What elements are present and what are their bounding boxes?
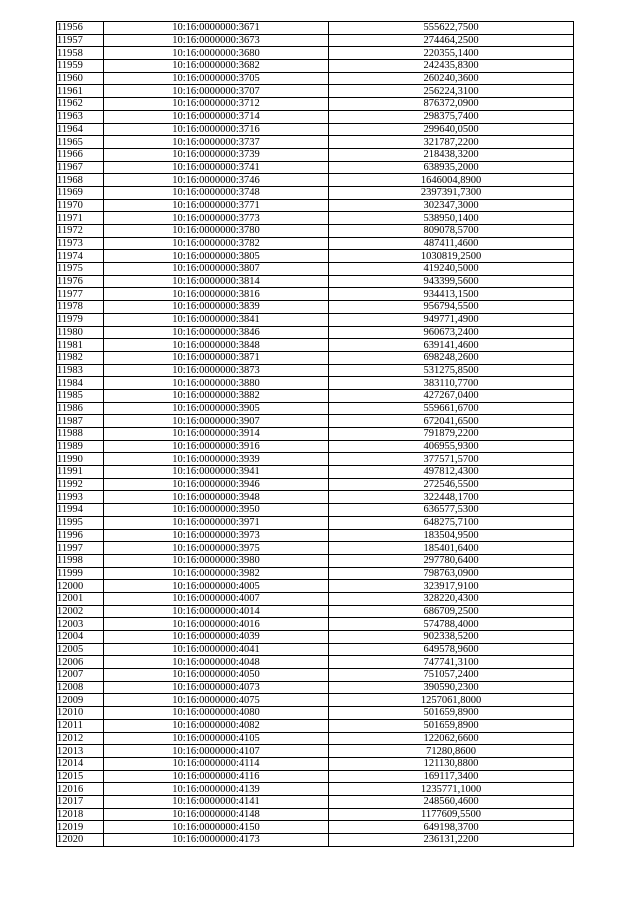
value-cell: 949771,4900: [329, 313, 574, 326]
table-row: [57, 504, 574, 517]
value-cell: 298375,7400: [329, 110, 574, 123]
cadastral-number-cell: 10:16:0000000:3839: [104, 301, 329, 314]
row-number-cell: 11960: [57, 72, 104, 85]
row-number-cell: 11984: [57, 377, 104, 390]
cadastral-number-cell: 10:16:0000000:3905: [104, 402, 329, 415]
value-cell: 639141,4600: [329, 339, 574, 352]
value-cell: 256224,3100: [329, 85, 574, 98]
table-row: [57, 580, 574, 593]
value-cell: 791879,2200: [329, 428, 574, 441]
value-cell: 531275,8500: [329, 364, 574, 377]
table-row: [57, 351, 574, 364]
value-cell: 248560,4600: [329, 795, 574, 808]
cadastral-number-cell: 10:16:0000000:4173: [104, 834, 329, 847]
row-number-cell: 11992: [57, 478, 104, 491]
cadastral-number-cell: 10:16:0000000:4116: [104, 770, 329, 783]
value-cell: 377571,5700: [329, 453, 574, 466]
cadastral-number-cell: 10:16:0000000:3739: [104, 148, 329, 161]
value-cell: 383110,7700: [329, 377, 574, 390]
table-row: [57, 148, 574, 161]
table-row: [57, 440, 574, 453]
table-row: [57, 732, 574, 745]
cadastral-number-cell: 10:16:0000000:3916: [104, 440, 329, 453]
table-row: [57, 212, 574, 225]
row-number-cell: 11997: [57, 542, 104, 555]
row-number-cell: 12018: [57, 808, 104, 821]
row-number-cell: 12004: [57, 631, 104, 644]
table-row: [57, 542, 574, 555]
cadastral-number-cell: 10:16:0000000:3873: [104, 364, 329, 377]
cadastral-number-cell: 10:16:0000000:4082: [104, 719, 329, 732]
value-cell: 297780,6400: [329, 554, 574, 567]
row-number-cell: 11987: [57, 415, 104, 428]
cadastral-number-cell: 10:16:0000000:4114: [104, 757, 329, 770]
cadastral-number-cell: 10:16:0000000:4148: [104, 808, 329, 821]
value-cell: 1177609,5500: [329, 808, 574, 821]
cadastral-number-cell: 10:16:0000000:3805: [104, 250, 329, 263]
cadastral-number-cell: 10:16:0000000:3982: [104, 567, 329, 580]
row-number-cell: 12009: [57, 694, 104, 707]
row-number-cell: 11979: [57, 313, 104, 326]
value-cell: 798763,0900: [329, 567, 574, 580]
cadastral-number-cell: 10:16:0000000:3748: [104, 186, 329, 199]
row-number-cell: 11990: [57, 453, 104, 466]
row-number-cell: 11973: [57, 237, 104, 250]
table-row: [57, 821, 574, 834]
value-cell: 274464,2500: [329, 34, 574, 47]
cadastral-number-cell: 10:16:0000000:3746: [104, 174, 329, 187]
row-number-cell: 12008: [57, 681, 104, 694]
value-cell: 323917,9100: [329, 580, 574, 593]
row-number-cell: 11963: [57, 110, 104, 123]
cadastral-number-cell: 10:16:0000000:4107: [104, 745, 329, 758]
table-row: [57, 237, 574, 250]
cadastral-number-cell: 10:16:0000000:3980: [104, 554, 329, 567]
cadastral-number-cell: 10:16:0000000:4048: [104, 656, 329, 669]
table-row: [57, 516, 574, 529]
cadastral-number-cell: 10:16:0000000:3848: [104, 339, 329, 352]
value-cell: 1235771,1000: [329, 783, 574, 796]
table-row: [57, 656, 574, 669]
value-cell: 497812,4300: [329, 466, 574, 479]
table-row: [57, 389, 574, 402]
value-cell: 406955,9300: [329, 440, 574, 453]
cadastral-number-cell: 10:16:0000000:4075: [104, 694, 329, 707]
row-number-cell: 11956: [57, 22, 104, 35]
cadastral-number-cell: 10:16:0000000:3950: [104, 504, 329, 517]
table-row: [57, 478, 574, 491]
cadastral-number-cell: 10:16:0000000:3871: [104, 351, 329, 364]
value-cell: 538950,1400: [329, 212, 574, 225]
cadastral-number-cell: 10:16:0000000:3682: [104, 60, 329, 73]
table-row: [57, 377, 574, 390]
cadastral-number-cell: 10:16:0000000:3841: [104, 313, 329, 326]
table-row: [57, 694, 574, 707]
table-row: [57, 466, 574, 479]
cadastral-number-cell: 10:16:0000000:3671: [104, 22, 329, 35]
row-number-cell: 12003: [57, 618, 104, 631]
table-row: [57, 592, 574, 605]
row-number-cell: 11998: [57, 554, 104, 567]
row-number-cell: 11994: [57, 504, 104, 517]
row-number-cell: 12014: [57, 757, 104, 770]
table-row: [57, 326, 574, 339]
value-cell: 2397391,7300: [329, 186, 574, 199]
table-row: [57, 554, 574, 567]
value-cell: 419240,5000: [329, 263, 574, 276]
table-row: [57, 707, 574, 720]
value-cell: 876372,0900: [329, 98, 574, 111]
value-cell: 1030819,2500: [329, 250, 574, 263]
cadastral-number-cell: 10:16:0000000:4014: [104, 605, 329, 618]
table-row: [57, 72, 574, 85]
cadastral-number-cell: 10:16:0000000:4141: [104, 795, 329, 808]
table-row: [57, 313, 574, 326]
row-number-cell: 11982: [57, 351, 104, 364]
row-number-cell: 11977: [57, 288, 104, 301]
row-number-cell: 11999: [57, 567, 104, 580]
row-number-cell: 12002: [57, 605, 104, 618]
value-cell: 218438,3200: [329, 148, 574, 161]
table-row: [57, 60, 574, 73]
table-row: [57, 47, 574, 60]
table-row: [57, 136, 574, 149]
row-number-cell: 12017: [57, 795, 104, 808]
value-cell: 649198,3700: [329, 821, 574, 834]
cadastral-number-cell: 10:16:0000000:3714: [104, 110, 329, 123]
cadastral-number-cell: 10:16:0000000:3880: [104, 377, 329, 390]
value-cell: 427267,0400: [329, 389, 574, 402]
row-number-cell: 12011: [57, 719, 104, 732]
row-number-cell: 12020: [57, 834, 104, 847]
row-number-cell: 11965: [57, 136, 104, 149]
value-cell: 672041,6500: [329, 415, 574, 428]
row-number-cell: 12013: [57, 745, 104, 758]
table-row: [57, 415, 574, 428]
value-cell: 638935,2000: [329, 161, 574, 174]
row-number-cell: 11968: [57, 174, 104, 187]
cadastral-number-cell: 10:16:0000000:3807: [104, 263, 329, 276]
value-cell: 236131,2200: [329, 834, 574, 847]
row-number-cell: 11991: [57, 466, 104, 479]
cadastral-number-cell: 10:16:0000000:4005: [104, 580, 329, 593]
value-cell: 322448,1700: [329, 491, 574, 504]
cadastral-number-cell: 10:16:0000000:3907: [104, 415, 329, 428]
table-row: [57, 186, 574, 199]
value-cell: 747741,3100: [329, 656, 574, 669]
value-cell: 299640,0500: [329, 123, 574, 136]
table-body: [57, 22, 574, 847]
row-number-cell: 11970: [57, 199, 104, 212]
row-number-cell: 11981: [57, 339, 104, 352]
cadastral-number-cell: 10:16:0000000:4016: [104, 618, 329, 631]
value-cell: 1257061,8000: [329, 694, 574, 707]
cadastral-number-cell: 10:16:0000000:3716: [104, 123, 329, 136]
table-row: [57, 250, 574, 263]
cadastral-number-cell: 10:16:0000000:3948: [104, 491, 329, 504]
table-row: [57, 123, 574, 136]
cadastral-number-cell: 10:16:0000000:3782: [104, 237, 329, 250]
cadastral-number-cell: 10:16:0000000:3941: [104, 466, 329, 479]
value-cell: 636577,5300: [329, 504, 574, 517]
row-number-cell: 12016: [57, 783, 104, 796]
table-row: [57, 567, 574, 580]
row-number-cell: 11972: [57, 225, 104, 238]
row-number-cell: 11964: [57, 123, 104, 136]
value-cell: 71280,8600: [329, 745, 574, 758]
row-number-cell: 11971: [57, 212, 104, 225]
row-number-cell: 11985: [57, 389, 104, 402]
value-cell: 122062,6600: [329, 732, 574, 745]
cadastral-number-cell: 10:16:0000000:4105: [104, 732, 329, 745]
value-cell: 185401,6400: [329, 542, 574, 555]
row-number-cell: 11980: [57, 326, 104, 339]
cadastral-number-cell: 10:16:0000000:4039: [104, 631, 329, 644]
cadastral-number-cell: 10:16:0000000:3816: [104, 288, 329, 301]
table-row: [57, 225, 574, 238]
table-row: [57, 364, 574, 377]
value-cell: 321787,2200: [329, 136, 574, 149]
value-cell: 390590,2300: [329, 681, 574, 694]
value-cell: 328220,4300: [329, 592, 574, 605]
table-row: [57, 199, 574, 212]
cadastral-number-cell: 10:16:0000000:3780: [104, 225, 329, 238]
value-cell: 169117,3400: [329, 770, 574, 783]
table-row: [57, 339, 574, 352]
cadastral-number-cell: 10:16:0000000:3712: [104, 98, 329, 111]
value-cell: 934413,1500: [329, 288, 574, 301]
cadastral-number-cell: 10:16:0000000:3673: [104, 34, 329, 47]
cadastral-number-cell: 10:16:0000000:3771: [104, 199, 329, 212]
table-row: [57, 745, 574, 758]
row-number-cell: 12015: [57, 770, 104, 783]
row-number-cell: 11983: [57, 364, 104, 377]
cadastral-number-cell: 10:16:0000000:3939: [104, 453, 329, 466]
value-cell: 501659,8900: [329, 707, 574, 720]
value-cell: 1646004,8900: [329, 174, 574, 187]
table-row: [57, 22, 574, 35]
cadastral-number-cell: 10:16:0000000:4139: [104, 783, 329, 796]
cadastral-number-cell: 10:16:0000000:3882: [104, 389, 329, 402]
value-cell: 555622,7500: [329, 22, 574, 35]
table-row: [57, 161, 574, 174]
table-row: [57, 174, 574, 187]
cadastral-number-cell: 10:16:0000000:3973: [104, 529, 329, 542]
table-row: [57, 795, 574, 808]
table-row: [57, 757, 574, 770]
table-row: [57, 288, 574, 301]
row-number-cell: 11978: [57, 301, 104, 314]
row-number-cell: 11961: [57, 85, 104, 98]
value-cell: 956794,5500: [329, 301, 574, 314]
value-cell: 487411,4600: [329, 237, 574, 250]
value-cell: 121130,8800: [329, 757, 574, 770]
cadastral-number-cell: 10:16:0000000:4007: [104, 592, 329, 605]
table-row: [57, 643, 574, 656]
row-number-cell: 12006: [57, 656, 104, 669]
row-number-cell: 12001: [57, 592, 104, 605]
cadastral-number-cell: 10:16:0000000:3773: [104, 212, 329, 225]
row-number-cell: 11957: [57, 34, 104, 47]
table-row: [57, 453, 574, 466]
table-row: [57, 85, 574, 98]
row-number-cell: 12010: [57, 707, 104, 720]
value-cell: 648275,7100: [329, 516, 574, 529]
value-cell: 183504,9500: [329, 529, 574, 542]
row-number-cell: 12012: [57, 732, 104, 745]
table-row: [57, 110, 574, 123]
cadastral-number-cell: 10:16:0000000:3705: [104, 72, 329, 85]
cadastral-number-cell: 10:16:0000000:3680: [104, 47, 329, 60]
cadastral-number-cell: 10:16:0000000:3737: [104, 136, 329, 149]
cadastral-number-cell: 10:16:0000000:4150: [104, 821, 329, 834]
value-cell: 302347,3000: [329, 199, 574, 212]
table-row: [57, 98, 574, 111]
table-row: [57, 618, 574, 631]
value-cell: 751057,2400: [329, 669, 574, 682]
row-number-cell: 12000: [57, 580, 104, 593]
value-cell: 686709,2500: [329, 605, 574, 618]
row-number-cell: 12007: [57, 669, 104, 682]
table-row: [57, 402, 574, 415]
table-row: [57, 808, 574, 821]
table-row: [57, 491, 574, 504]
row-number-cell: 11975: [57, 263, 104, 276]
cadastral-number-cell: 10:16:0000000:4080: [104, 707, 329, 720]
cadastral-number-cell: 10:16:0000000:3975: [104, 542, 329, 555]
row-number-cell: 11988: [57, 428, 104, 441]
value-cell: 902338,5200: [329, 631, 574, 644]
row-number-cell: 11974: [57, 250, 104, 263]
table-row: [57, 681, 574, 694]
cadastral-number-cell: 10:16:0000000:3971: [104, 516, 329, 529]
value-cell: 574788,4000: [329, 618, 574, 631]
value-cell: 260240,3600: [329, 72, 574, 85]
value-cell: 220355,1400: [329, 47, 574, 60]
table-row: [57, 275, 574, 288]
table-row: [57, 301, 574, 314]
cadastral-number-cell: 10:16:0000000:4073: [104, 681, 329, 694]
data-table: [56, 21, 574, 847]
table-row: [57, 263, 574, 276]
row-number-cell: 11976: [57, 275, 104, 288]
table-row: [57, 719, 574, 732]
value-cell: 960673,2400: [329, 326, 574, 339]
value-cell: 698248,2600: [329, 351, 574, 364]
table-row: [57, 529, 574, 542]
value-cell: 272546,5500: [329, 478, 574, 491]
row-number-cell: 11969: [57, 186, 104, 199]
row-number-cell: 11967: [57, 161, 104, 174]
value-cell: 242435,8300: [329, 60, 574, 73]
table-row: [57, 783, 574, 796]
cadastral-number-cell: 10:16:0000000:3846: [104, 326, 329, 339]
row-number-cell: 11966: [57, 148, 104, 161]
row-number-cell: 11996: [57, 529, 104, 542]
row-number-cell: 11986: [57, 402, 104, 415]
cadastral-number-cell: 10:16:0000000:4050: [104, 669, 329, 682]
table-row: [57, 34, 574, 47]
row-number-cell: 11989: [57, 440, 104, 453]
value-cell: 559661,6700: [329, 402, 574, 415]
row-number-cell: 11959: [57, 60, 104, 73]
table-row: [57, 834, 574, 847]
cadastral-number-cell: 10:16:0000000:4041: [104, 643, 329, 656]
value-cell: 809078,5700: [329, 225, 574, 238]
row-number-cell: 11995: [57, 516, 104, 529]
cadastral-number-cell: 10:16:0000000:3707: [104, 85, 329, 98]
value-cell: 501659,8900: [329, 719, 574, 732]
table-row: [57, 770, 574, 783]
cadastral-number-cell: 10:16:0000000:3946: [104, 478, 329, 491]
table-row: [57, 669, 574, 682]
row-number-cell: 12019: [57, 821, 104, 834]
table-row: [57, 605, 574, 618]
row-number-cell: 11962: [57, 98, 104, 111]
table-row: [57, 428, 574, 441]
value-cell: 943399,5600: [329, 275, 574, 288]
cadastral-number-cell: 10:16:0000000:3914: [104, 428, 329, 441]
row-number-cell: 12005: [57, 643, 104, 656]
cadastral-number-cell: 10:16:0000000:3741: [104, 161, 329, 174]
value-cell: 649578,9600: [329, 643, 574, 656]
row-number-cell: 11993: [57, 491, 104, 504]
table-row: [57, 631, 574, 644]
row-number-cell: 11958: [57, 47, 104, 60]
cadastral-number-cell: 10:16:0000000:3814: [104, 275, 329, 288]
